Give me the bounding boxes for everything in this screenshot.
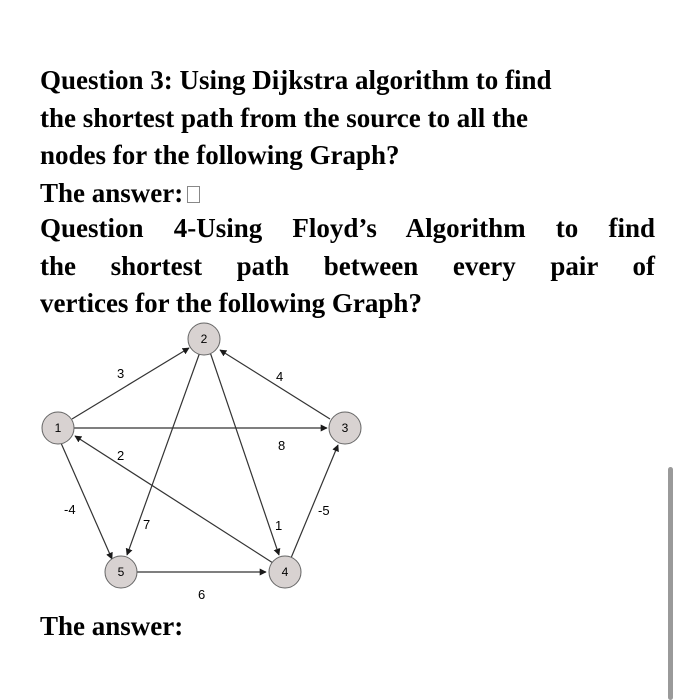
scrollbar[interactable] [668, 467, 673, 700]
node-5-label: 5 [117, 565, 125, 579]
edge-weight-2-5: 7 [143, 517, 151, 532]
edge-4-1 [75, 436, 273, 563]
node-2 [188, 323, 220, 355]
edge-weight-1-2: 3 [117, 366, 125, 381]
edge-weight-5-4: 6 [198, 587, 206, 602]
node-3-label: 3 [341, 421, 349, 435]
node-5 [105, 556, 137, 588]
question-4-line: vertices for the following Graph? [40, 288, 422, 318]
edge-4-3 [291, 445, 338, 558]
question-3-line: nodes for the following Graph? [40, 140, 400, 170]
node-1 [42, 412, 74, 444]
edge-1-5 [61, 443, 112, 559]
edge-weight-2-4: 1 [275, 518, 283, 533]
node-3 [329, 412, 361, 444]
edge-weight-1-5: -4 [64, 502, 76, 517]
node-2-label: 2 [200, 332, 208, 346]
edge-weight-3-2: 4 [276, 369, 284, 384]
question-4-line: the shortest path between every pair of [40, 250, 655, 281]
edge-1-2 [72, 348, 189, 419]
question-3-line: Question 3: Using Dijkstra algorithm to find [40, 65, 552, 95]
question-3-answer-label: The answer: [40, 177, 184, 208]
node-4 [269, 556, 301, 588]
edge-weight-4-1: 2 [117, 448, 125, 463]
edge-3-2 [220, 350, 330, 419]
question-4-line: Question 4-Using Floyd’s Algorithm to find [40, 213, 655, 243]
answer-label: The answer: [40, 611, 184, 641]
edge-weight-4-3: -5 [318, 503, 330, 518]
edge-2-5 [127, 352, 200, 555]
edge-weight-1-3: 8 [278, 438, 286, 453]
node-1-label: 1 [54, 421, 62, 435]
node-4-label: 4 [281, 565, 289, 579]
question-3-line: the shortest path from the source to all the [40, 102, 528, 133]
edge-2-4 [210, 352, 279, 555]
